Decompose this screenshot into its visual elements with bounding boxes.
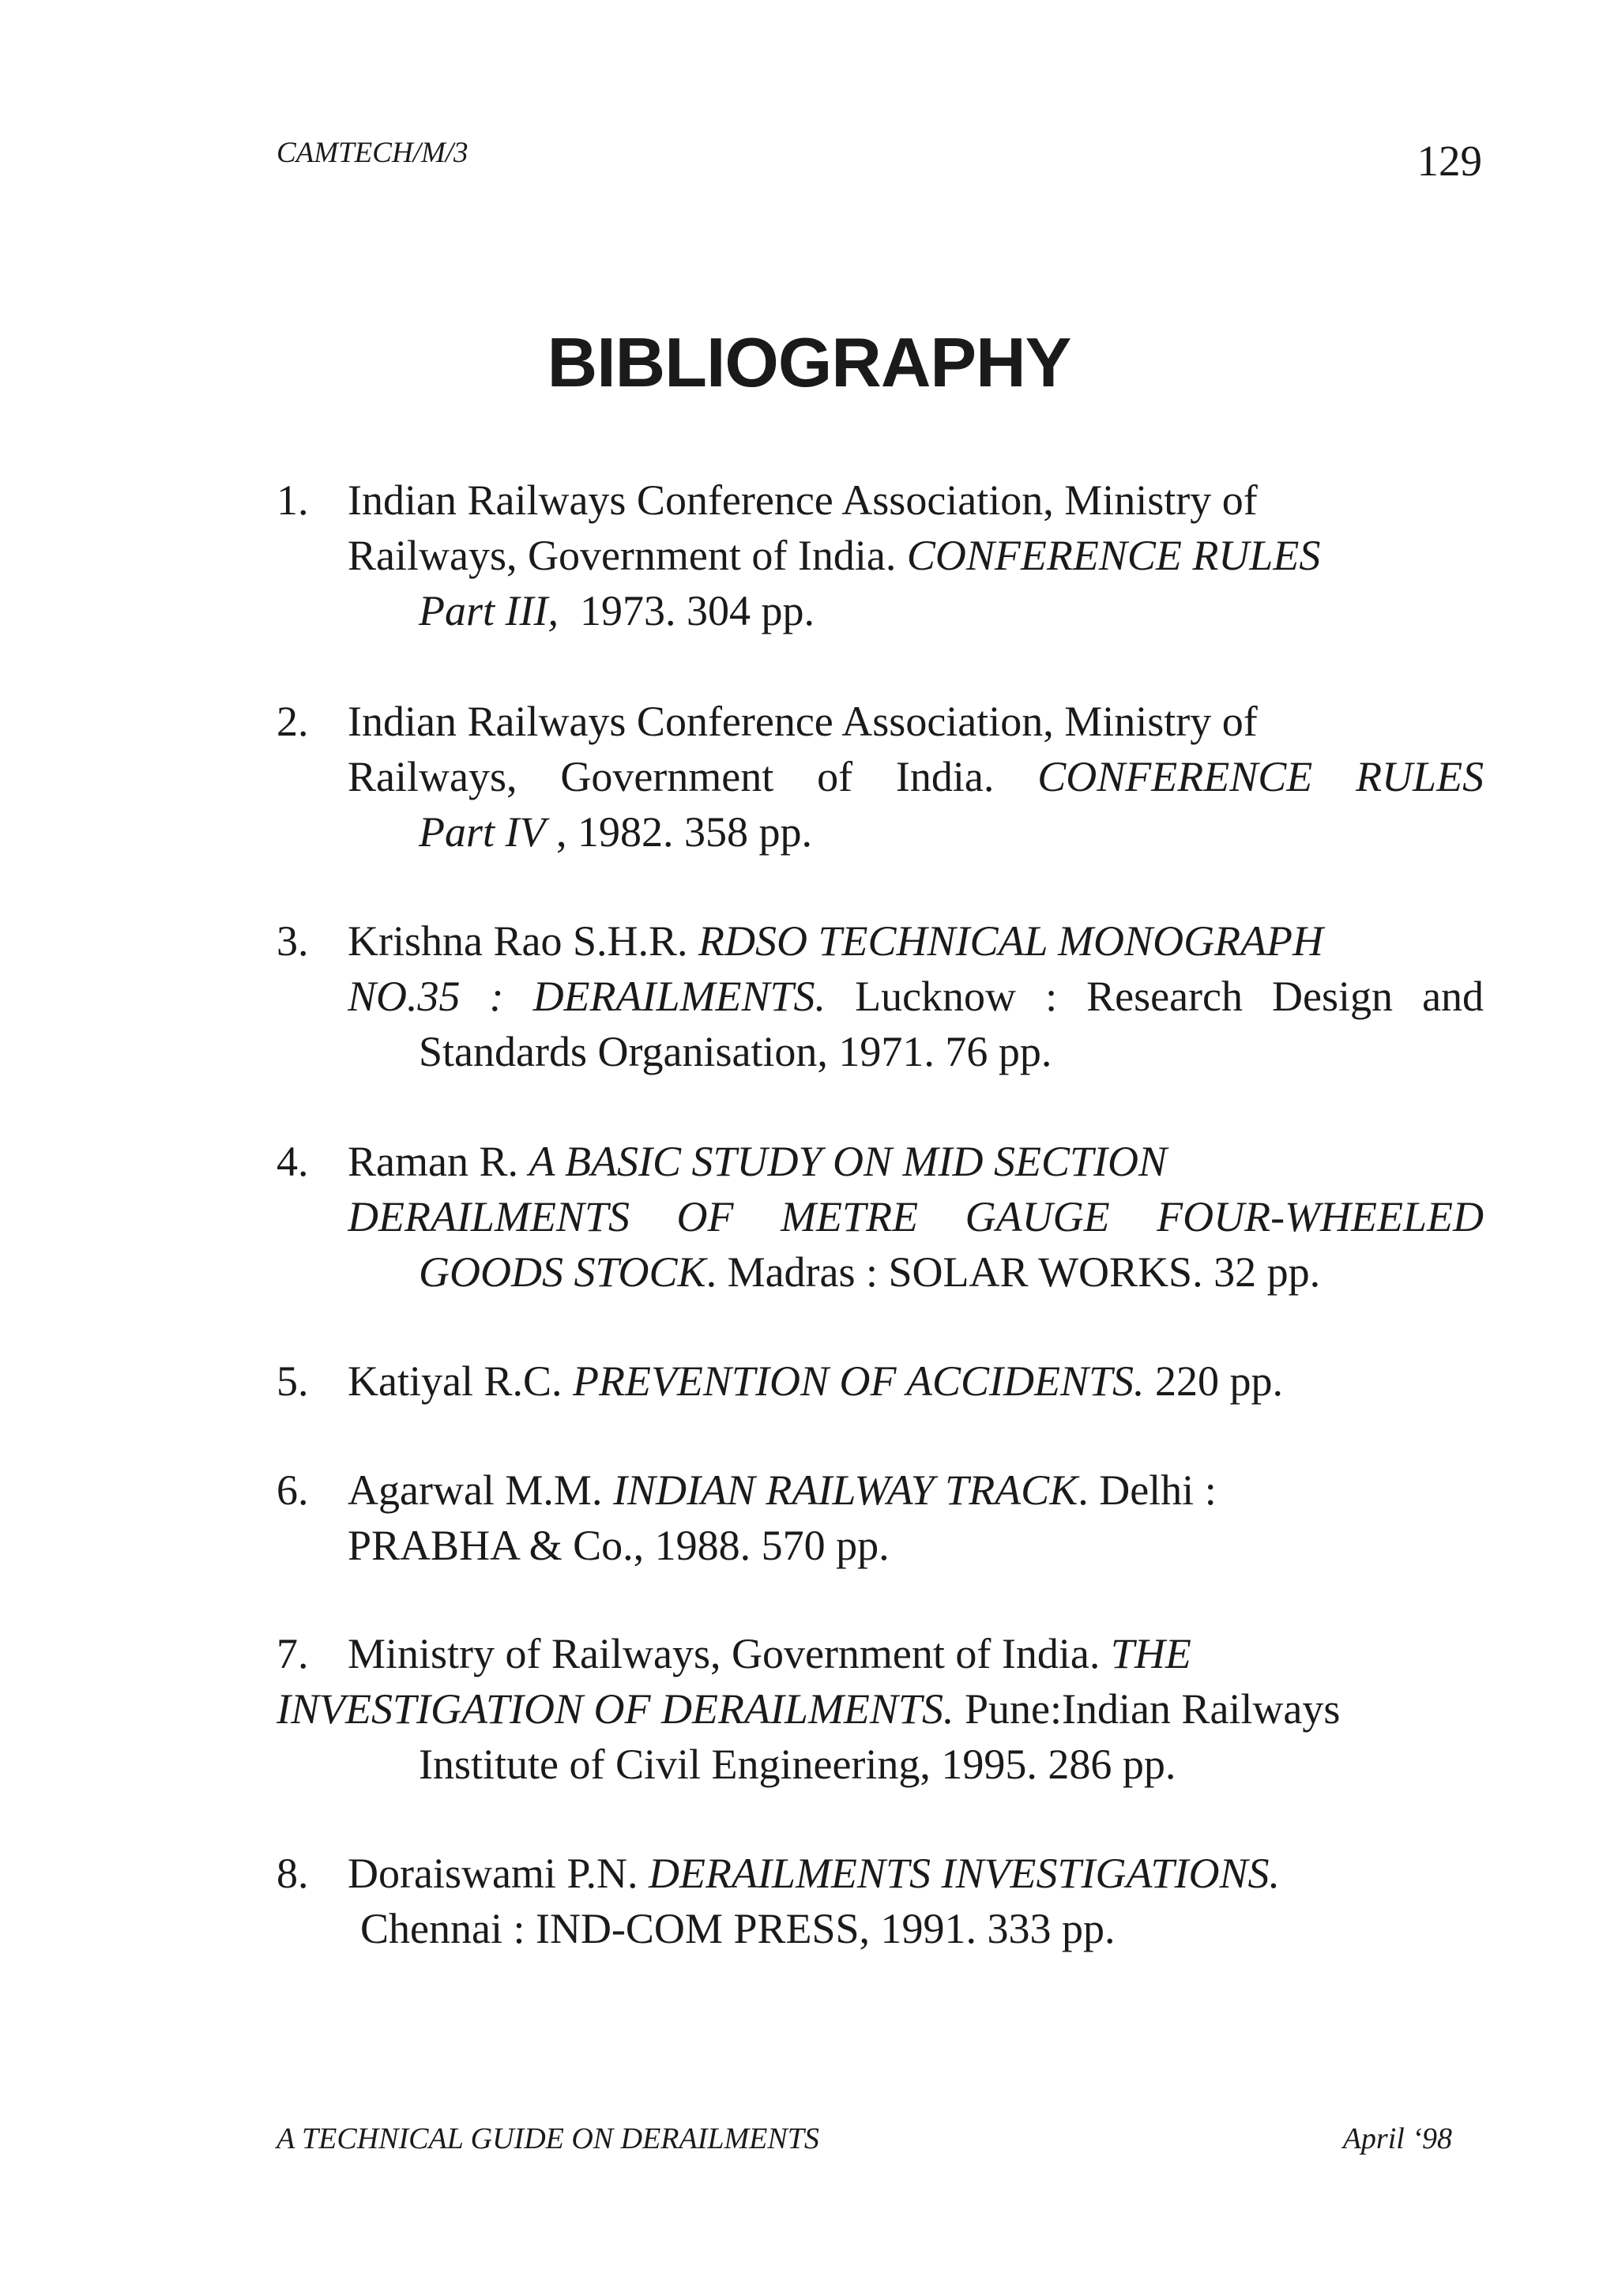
- entry-line: [277, 1683, 1340, 1735]
- entry-line: Institute of Civil Engineering, 1995. 286 pp.: [419, 1741, 1176, 1788]
- entry-line: [348, 970, 1484, 1022]
- entry-line: Indian Railways Conference Association, Ministry of: [348, 476, 1258, 524]
- entry-text: . Delhi :: [1078, 1466, 1217, 1514]
- document-code: CAMTECH/M/3: [277, 137, 468, 169]
- entry-title: RULES: [1356, 753, 1484, 800]
- entry-title: GAUGE: [965, 1193, 1110, 1240]
- entry-number: 8.: [277, 1850, 309, 1897]
- footer-date: April ‘98: [1342, 2122, 1452, 2155]
- entry-line: [348, 1628, 1191, 1680]
- entry-title: DERAILMENTS: [348, 1193, 630, 1240]
- entry-text: 220 pp.: [1144, 1357, 1283, 1405]
- entry-title: CONFERENCE RULES: [906, 532, 1321, 579]
- entry-title: Part IV: [419, 808, 546, 856]
- entry-line: [348, 915, 1323, 967]
- entry-title: FOUR-WHEELED: [1157, 1193, 1484, 1240]
- footer-document-title: A TECHNICAL GUIDE ON DERAILMENTS: [277, 2122, 819, 2155]
- entry-title: CONFERENCE: [1037, 753, 1313, 800]
- entry-text: Pune:Indian Railways: [954, 1685, 1341, 1733]
- entry-title: NO.35: [348, 973, 461, 1020]
- entry-text: Krishna Rao S.H.R.: [348, 917, 698, 965]
- entry-title: DERAILMENTS.: [532, 973, 826, 1020]
- entry-title: INVESTIGATION OF DERAILMENTS.: [277, 1685, 954, 1733]
- entry-title: PREVENTION OF ACCIDENTS.: [572, 1357, 1145, 1405]
- entry-text: Doraiswami P.N.: [348, 1850, 649, 1897]
- entry-title: OF: [676, 1193, 734, 1240]
- entry-line: PRABHA & Co., 1988. 570 pp.: [348, 1522, 890, 1569]
- entry-line: [348, 751, 1484, 803]
- entry-number: 5.: [277, 1357, 309, 1405]
- entry-line: [348, 1191, 1484, 1243]
- entry-text: 1973. 304 pp.: [558, 587, 815, 634]
- entry-word: Lucknow: [855, 973, 1017, 1020]
- entry-word: India.: [895, 753, 995, 800]
- entry-title: INDIAN RAILWAY TRACK: [612, 1466, 1078, 1514]
- entry-number: 7.: [277, 1630, 309, 1677]
- entry-title: DERAILMENTS INVESTIGATIONS.: [648, 1850, 1280, 1897]
- entry-title: METRE: [781, 1193, 919, 1240]
- entry-word: Research: [1086, 973, 1244, 1020]
- entry-text: Raman R.: [348, 1138, 529, 1185]
- entry-line: Standards Organisation, 1971. 76 pp.: [419, 1028, 1052, 1075]
- entry-number: 4.: [277, 1138, 309, 1185]
- entry-title: A BASIC STUDY ON MID SECTION: [529, 1138, 1168, 1185]
- entry-word: Government: [560, 753, 774, 800]
- entry-title: THE: [1110, 1630, 1191, 1677]
- entry-text: Ministry of Railways, Government of India.: [348, 1630, 1111, 1677]
- entry-line: [348, 1355, 1283, 1407]
- entry-title: RDSO TECHNICAL MONOGRAPH: [698, 917, 1324, 965]
- entry-line: [348, 1847, 1280, 1899]
- entry-word: Railways,: [348, 753, 517, 800]
- entry-line: [419, 806, 812, 858]
- entry-number: 3.: [277, 917, 309, 965]
- entry-title: Part III,: [419, 587, 559, 634]
- entry-line: [348, 529, 1320, 582]
- entry-text: , 1982. 358 pp.: [545, 808, 812, 856]
- entry-title: GOODS STOCK: [419, 1248, 706, 1296]
- entry-text: . Madras : SOLAR WORKS. 32 pp.: [706, 1248, 1321, 1296]
- page-number: 129: [1417, 137, 1482, 185]
- entry-number: 6.: [277, 1466, 309, 1514]
- entry-line: [419, 585, 815, 637]
- entry-text: Railways, Government of India.: [348, 532, 907, 579]
- entry-line: Chennai : IND-COM PRESS, 1991. 333 pp.: [360, 1905, 1116, 1952]
- entry-word: :: [1045, 973, 1058, 1020]
- entry-number: 1.: [277, 476, 309, 524]
- entry-text: Katiyal R.C.: [348, 1357, 573, 1405]
- entry-line: [419, 1246, 1320, 1298]
- entry-text: Agarwal M.M.: [348, 1466, 613, 1514]
- entry-word: and: [1422, 973, 1484, 1020]
- entry-word: Design: [1272, 973, 1394, 1020]
- page-title: BIBLIOGRAPHY: [547, 323, 1071, 401]
- entry-number: 2.: [277, 698, 309, 745]
- entry-line: [348, 1135, 1167, 1188]
- entry-word: of: [817, 753, 853, 800]
- entry-line: [348, 1464, 1217, 1516]
- entry-title: :: [489, 973, 504, 1020]
- entry-line: Indian Railways Conference Association, Ministry of: [348, 698, 1258, 745]
